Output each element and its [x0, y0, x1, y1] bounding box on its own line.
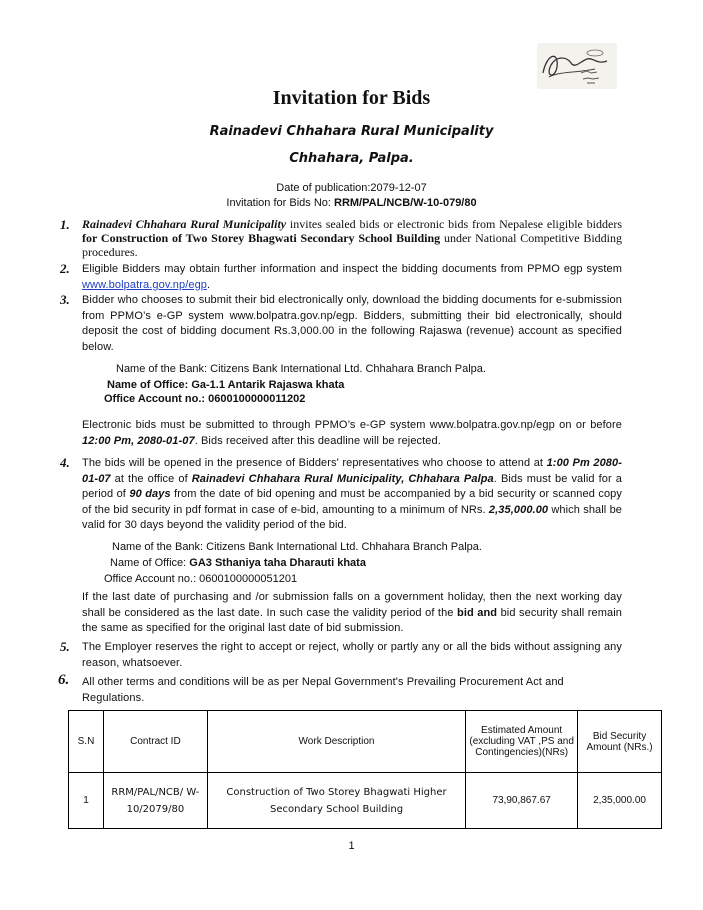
holiday-paragraph [82, 590, 622, 637]
item-number-4: 4. [60, 455, 70, 470]
table-header-sn: S.N [69, 711, 104, 773]
electronic-bid-text-b: . Bids received after this deadline will be rejected. [194, 434, 441, 447]
document-title: Invitation for Bids [272, 87, 431, 109]
bolpatra-link[interactable]: www.bolpatra.gov.np/egp [82, 278, 208, 291]
paragraph-1-organization: Rainadevi Chhahara Rural Municipality [82, 217, 287, 231]
paragraph-1-project: for Construction of Two Storey Bhagwati Secondary School Building [82, 230, 441, 245]
paragraph-1-text-b: under National Competitive Bidding procedures. [82, 230, 622, 259]
office-name-2 [110, 557, 366, 569]
table-header-work-description: Work Description [207, 711, 465, 773]
publication-date: Date of publication:2079-12-07 [276, 182, 427, 194]
item-number-5: 5. [60, 639, 70, 654]
paragraph-4-text-d: from the date of bid opening and must be accompanied by a bid security or scanned copy of the bid security in pdf format in case of e-bid, amounting to a minimum of NRs. [82, 488, 622, 516]
office-name-2-label: Name of Office: [110, 557, 190, 569]
item-number-2: 2. [60, 261, 70, 276]
paragraph-2-text: Eligible Bidders may obtain further information and inspect the bidding documents from PPMO egp system [82, 263, 622, 275]
paragraph-5: The Employer reserves the right to accept or reject, wholly or partly any or all the bids without assigning any reason, whatsoever. [82, 641, 622, 669]
paragraph-4 [82, 456, 622, 534]
table-cell-contract-id: RRM/PAL/NCB/ W-10/2079/80 [103, 773, 207, 829]
bid-security-amount: 2,35,000.00 [488, 503, 549, 516]
electronic-bid-deadline: 12:00 Pm, 2080-01-07 [82, 434, 195, 447]
bid-validity-days: 90 days [129, 488, 171, 500]
bank-name-1: Name of the Bank: Citizens Bank International Ltd. Chhahara Branch Palpa. [116, 363, 486, 375]
paragraph-2-period: . [207, 278, 211, 291]
bid-opening-office: Rainadevi Chhahara Rural Municipality, Chhahara Palpa [191, 472, 494, 485]
paragraph-4-text-a: The bids will be opened in the presence of Bidders' representatives who choose to attend at [82, 457, 547, 469]
item-number-1: 1. [60, 217, 70, 232]
bid-opening-time: 1:00 Pm 2080-01-07 [82, 457, 622, 485]
paragraph-1 [82, 218, 622, 259]
paragraph-2 [82, 262, 622, 293]
holiday-text-b: bid security shall remain the same as specified for the original last date of bid submission. [82, 606, 622, 634]
organization-name: Rainadevi Chhahara Rural Municipality [209, 124, 494, 139]
paragraph-3: Bidder who chooses to submit their bid electronically only, download the bidding documents for e-submission from PPMO’s e-GP system www.bolpatra.gov.np/egp. Bidders, submitting their bid electronically, should deposit the cost of bidding document Rs.3,000.00 in the following Rajaswa (revenue) account as specified below. [82, 294, 622, 353]
table-header-estimated-amount: Estimated Amount (excluding VAT ,PS and Contingencies)(NRs) [466, 711, 578, 773]
paragraph-6: All other terms and conditions will be as per Nepal Government's Prevailing Procurement Act and Regulations. [82, 676, 564, 704]
organization-location: Chhahara, Palpa. [289, 151, 414, 166]
office-account-2: Office Account no.: 0600100000051201 [104, 573, 298, 585]
office-name-2-value: GA3 Sthaniya taha Dharauti khata [189, 557, 366, 569]
holiday-bold-text: bid and [457, 606, 498, 619]
signature-stamp-image [537, 43, 617, 89]
paragraph-4-text-b: at the office of [110, 472, 192, 485]
page-number: 1 [348, 840, 355, 852]
office-name-1: Name of Office: Ga-1.1 Antarik Rajaswa khata [107, 379, 345, 391]
electronic-bid-text-a: Electronic bids must be submitted to through PPMO’s e-GP system www.bolpatra.gov.np/egp on or before [82, 419, 622, 431]
table-cell-work-description: Construction of Two Storey Bhagwati Higher Secondary School Building [207, 773, 465, 829]
bid-number: RRM/PAL/NCB/W-10-079/80 [334, 197, 477, 209]
item-number-6: 6. [58, 672, 70, 688]
bid-number-label: Invitation for Bids No: [226, 197, 334, 209]
table-header-row [69, 711, 662, 773]
paragraph-4-text-e: which shall be valid for 30 days beyond the validity period of the bid. [82, 503, 623, 531]
paragraph-4-text-c: . Bids must be valid for a period of [82, 472, 622, 500]
office-account-1: Office Account no.: 0600100000011202 [104, 393, 306, 405]
table-cell-estimated-amount: 73,90,867.67 [466, 773, 578, 829]
holiday-text-a: If the last date of purchasing and /or submission falls on a government holiday, then the next working day shall be considered as the last date. In such case the validity period of the [82, 591, 622, 619]
table-header-contract-id: Contract ID [103, 711, 207, 773]
electronic-bid-paragraph [82, 418, 622, 449]
item-number-3: 3. [60, 292, 70, 307]
table-cell-bid-security: 2,35,000.00 [578, 773, 662, 829]
paragraph-1-text-a: invites sealed bids or electronic bids from Nepalese eligible bidders [286, 217, 622, 231]
bid-number-line [0, 197, 703, 209]
bank-name-2: Name of the Bank: Citizens Bank International Ltd. Chhahara Branch Palpa. [112, 541, 482, 553]
table-row [69, 773, 662, 829]
table-header-bid-security: Bid Security Amount (NRs.) [578, 711, 662, 773]
table-cell-sn: 1 [69, 773, 104, 829]
bids-table [68, 710, 662, 829]
